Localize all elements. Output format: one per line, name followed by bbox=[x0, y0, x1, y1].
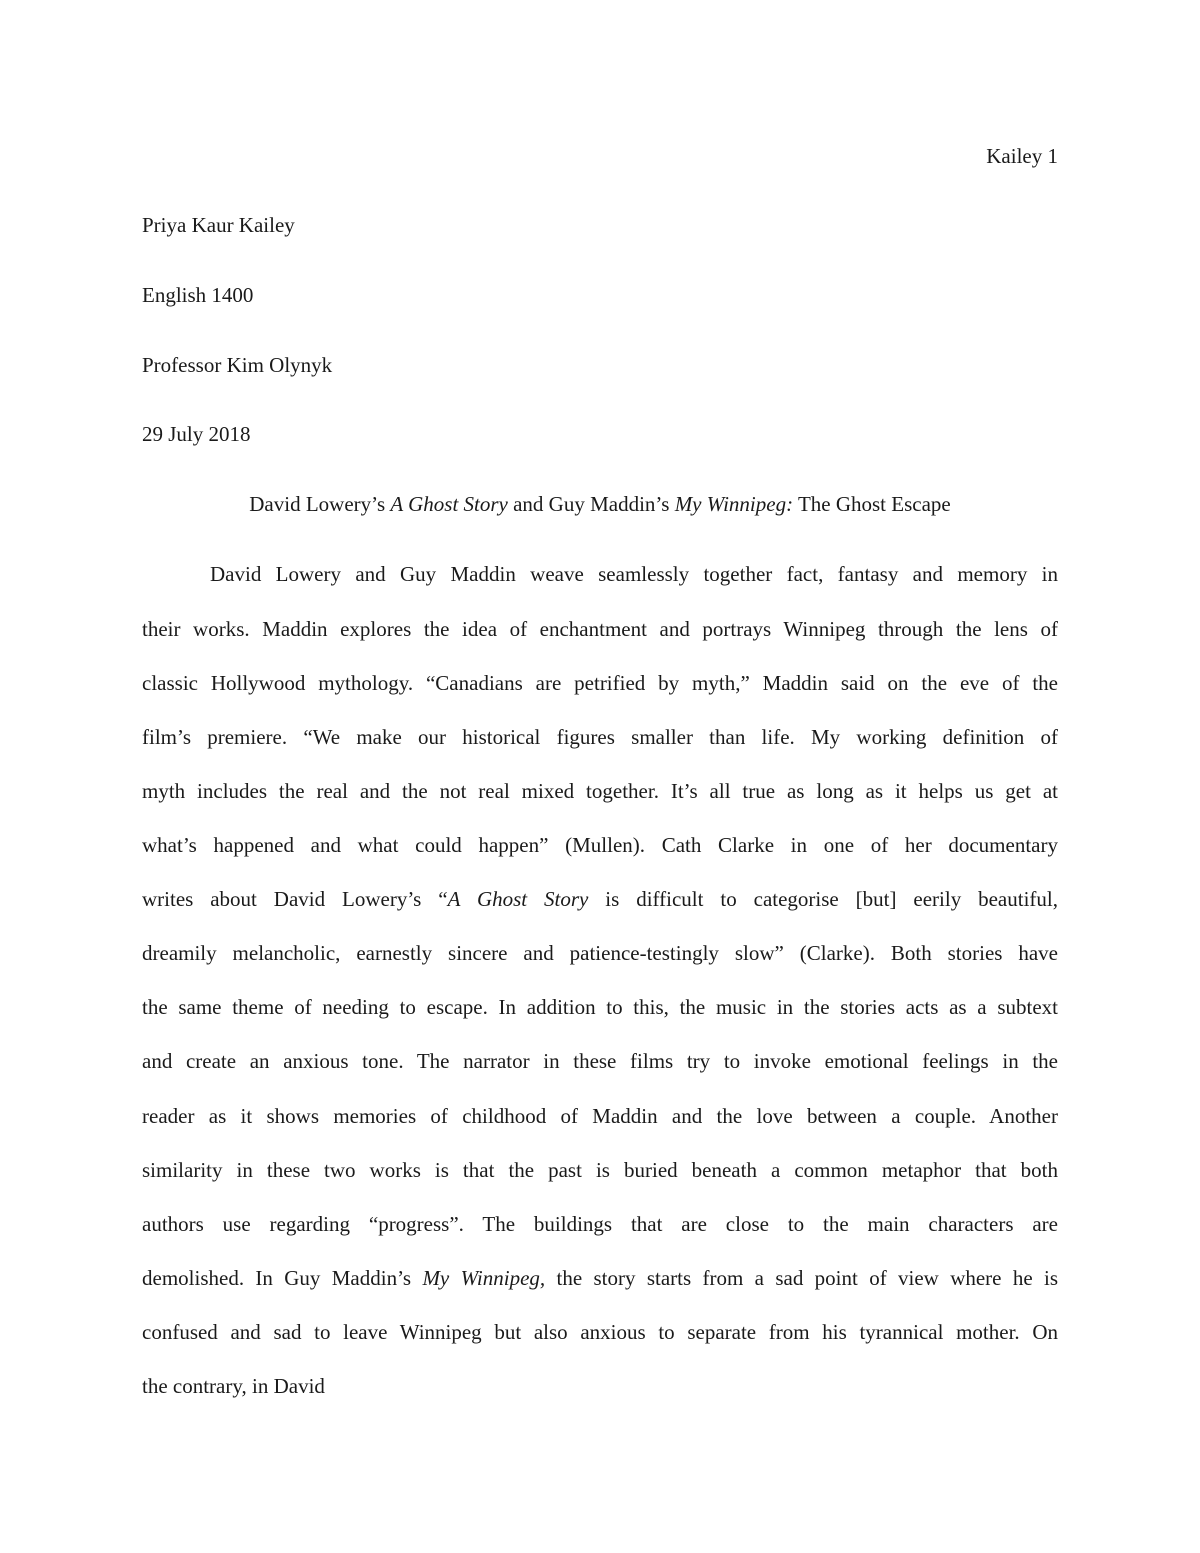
body-line: their works. Maddin explores the idea of enchantment and portrays Winnipeg through the lens of bbox=[142, 617, 1058, 641]
film-title-inline: A Ghost Story bbox=[447, 887, 589, 911]
line-segment: writes about David Lowery’s “ bbox=[142, 887, 448, 911]
body-line: the contrary, in David bbox=[142, 1374, 325, 1398]
course-name: English 1400 bbox=[142, 283, 254, 307]
body-line bbox=[142, 889, 1058, 910]
body-line: and create an anxious tone. The narrator in these films try to invoke emotional feelings in the bbox=[142, 1049, 1058, 1073]
line-segment: is difficult to categorise [but] eerily beautiful, bbox=[588, 887, 1058, 911]
running-head: Kailey 1 bbox=[986, 144, 1058, 168]
body-line: film’s premiere. “We make our historical figures smaller than life. My working definition of bbox=[142, 725, 1058, 749]
body-line: dreamily melancholic, earnestly sincere and patience-testingly slow” (Clarke). Both stories have bbox=[142, 941, 1058, 965]
essay-date: 29 July 2018 bbox=[142, 422, 251, 446]
body-line: similarity in these two works is that the past is buried beneath a common metaphor that both bbox=[142, 1158, 1058, 1182]
body-line: confused and sad to leave Winnipeg but also anxious to separate from his tyrannical mother. On bbox=[142, 1320, 1058, 1344]
title-film-1: A Ghost Story bbox=[390, 492, 508, 516]
essay-title bbox=[142, 494, 1058, 515]
line-segment: demolished. In Guy Maddin’s bbox=[142, 1266, 423, 1290]
title-part-3: The Ghost Escape bbox=[793, 492, 951, 516]
body-line: myth includes the real and the not real mixed together. It’s all true as long as it helps us get at bbox=[142, 779, 1058, 803]
student-name: Priya Kaur Kailey bbox=[142, 213, 295, 237]
title-film-2: My Winnipeg: bbox=[674, 492, 794, 516]
body-line: classic Hollywood mythology. “Canadians are petrified by myth,” Maddin said on the eve of the bbox=[142, 671, 1058, 695]
title-part-1: David Lowery’s bbox=[249, 492, 391, 516]
body-line: the same theme of needing to escape. In addition to this, the music in the stories acts as a subtext bbox=[142, 995, 1058, 1019]
body-line: what’s happened and what could happen” (Mullen). Cath Clarke in one of her documentary bbox=[142, 833, 1058, 857]
professor-name: Professor Kim Olynyk bbox=[142, 353, 333, 377]
title-part-2: and Guy Maddin’s bbox=[507, 492, 675, 516]
body-line bbox=[142, 1268, 1058, 1289]
body-line: authors use regarding “progress”. The buildings that are close to the main characters are bbox=[142, 1212, 1058, 1236]
line-segment: the story starts from a sad point of view where he is bbox=[545, 1266, 1059, 1290]
body-line: David Lowery and Guy Maddin weave seamlessly together fact, fantasy and memory in bbox=[210, 562, 1058, 586]
film-title-inline: My Winnipeg, bbox=[422, 1266, 546, 1290]
body-line: reader as it shows memories of childhood of Maddin and the love between a couple. Another bbox=[142, 1104, 1058, 1128]
